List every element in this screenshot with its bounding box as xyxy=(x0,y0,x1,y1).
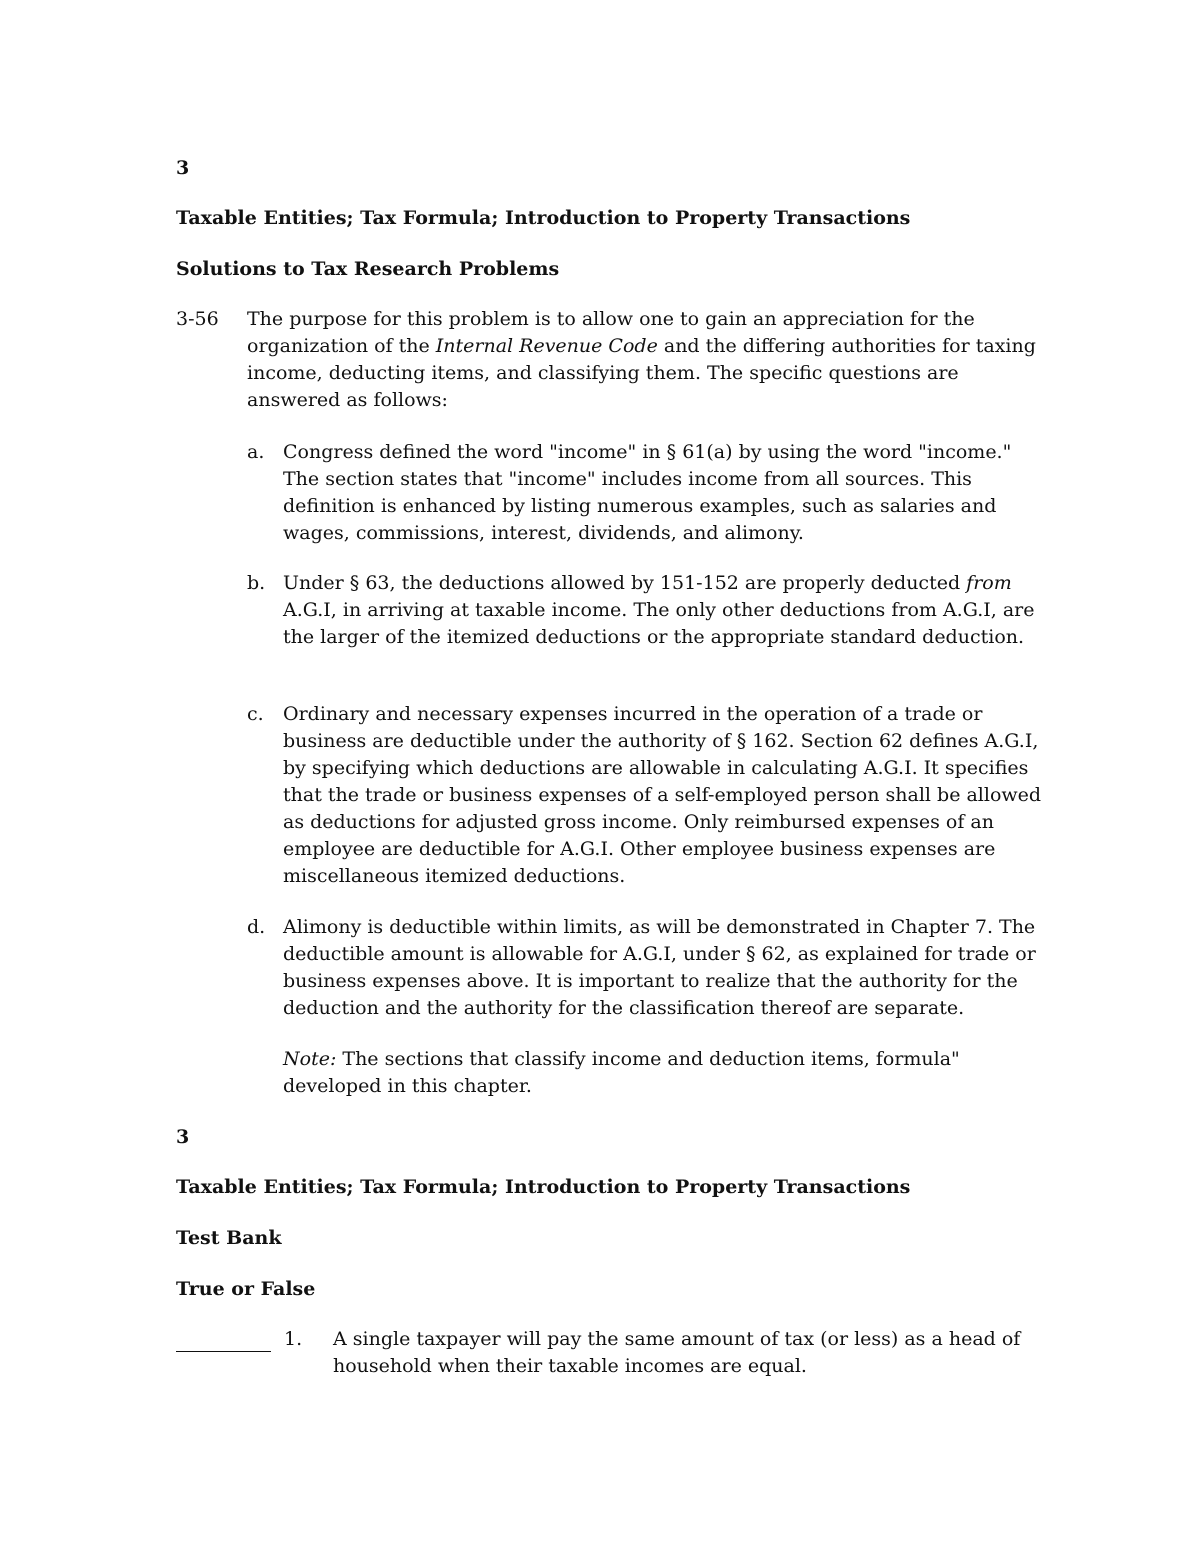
problem-number: 3-56 xyxy=(176,308,219,330)
item-letter-b: b. xyxy=(247,572,266,594)
note-paragraph: Note: The sections that classify income and deduction items, formula" developed in this chapter. xyxy=(283,1048,960,1097)
item-text-b: Under § 63, the deductions allowed by 151-152 are properly deducted from A.G.I, in arriving at taxable income. The only other deductions from A.G.I, are the larger of the itemized deductions or the appropriate standard deduction. xyxy=(283,572,1035,648)
note-label: Note: xyxy=(283,1048,337,1070)
question-text: A single taxpayer will pay the same amount of tax (or less) as a head of household when their taxable incomes are equal. xyxy=(333,1328,1021,1377)
chapter-number: 3 xyxy=(176,157,190,179)
item-letter-d: d. xyxy=(247,916,266,938)
item-text-c: Ordinary and necessary expenses incurred in the operation of a trade or business are deductible under the authority of § 162. Section 62 defines A.G.I, by specifying which deductions are allowable in calculating A.G.I. It specifies that the trade or business expenses of a self-employed person shall be allowed as deductions for adjusted gross income. Only reimbursed expenses of an employee are deductible for A.G.I. Other employee business expenses are miscellaneous itemized deductions. xyxy=(283,703,1042,887)
problem-intro: The purpose for this problem is to allow one to gain an appreciation for the organization of the Internal Revenue Code and the differing authorities for taxing income, deducting items, and classifying them. The specific questions are answered as follows: xyxy=(247,308,1036,411)
chapter-title-2: Taxable Entities; Tax Formula; Introduction to Property Transactions xyxy=(176,1176,911,1198)
item-letter-c: c. xyxy=(247,703,264,725)
item-text-d: Alimony is deductible within limits, as will be demonstrated in Chapter 7. The deductible amount is allowable for A.G.I, under § 62, as explained for trade or business expenses above. It is important to realize that the authority for the deduction and the authority for the classification thereof are separate. xyxy=(283,916,1036,1019)
item-text-a: Congress defined the word "income" in § 61(a) by using the word "income." The section states that "income" includes income from all sources. This definition is enhanced by listing numerous examples, such as salaries and wages, commissions, interest, dividends, and alimony. xyxy=(283,441,1012,544)
chapter-number-2: 3 xyxy=(176,1126,190,1148)
item-letter-a: a. xyxy=(247,441,265,463)
answer-blank[interactable] xyxy=(176,1351,271,1352)
section-heading: Solutions to Tax Research Problems xyxy=(176,258,560,280)
true-false-heading: True or False xyxy=(176,1278,316,1300)
question-number: 1. xyxy=(284,1328,303,1350)
chapter-title: Taxable Entities; Tax Formula; Introduction to Property Transactions xyxy=(176,207,911,229)
test-bank-heading: Test Bank xyxy=(176,1227,282,1249)
